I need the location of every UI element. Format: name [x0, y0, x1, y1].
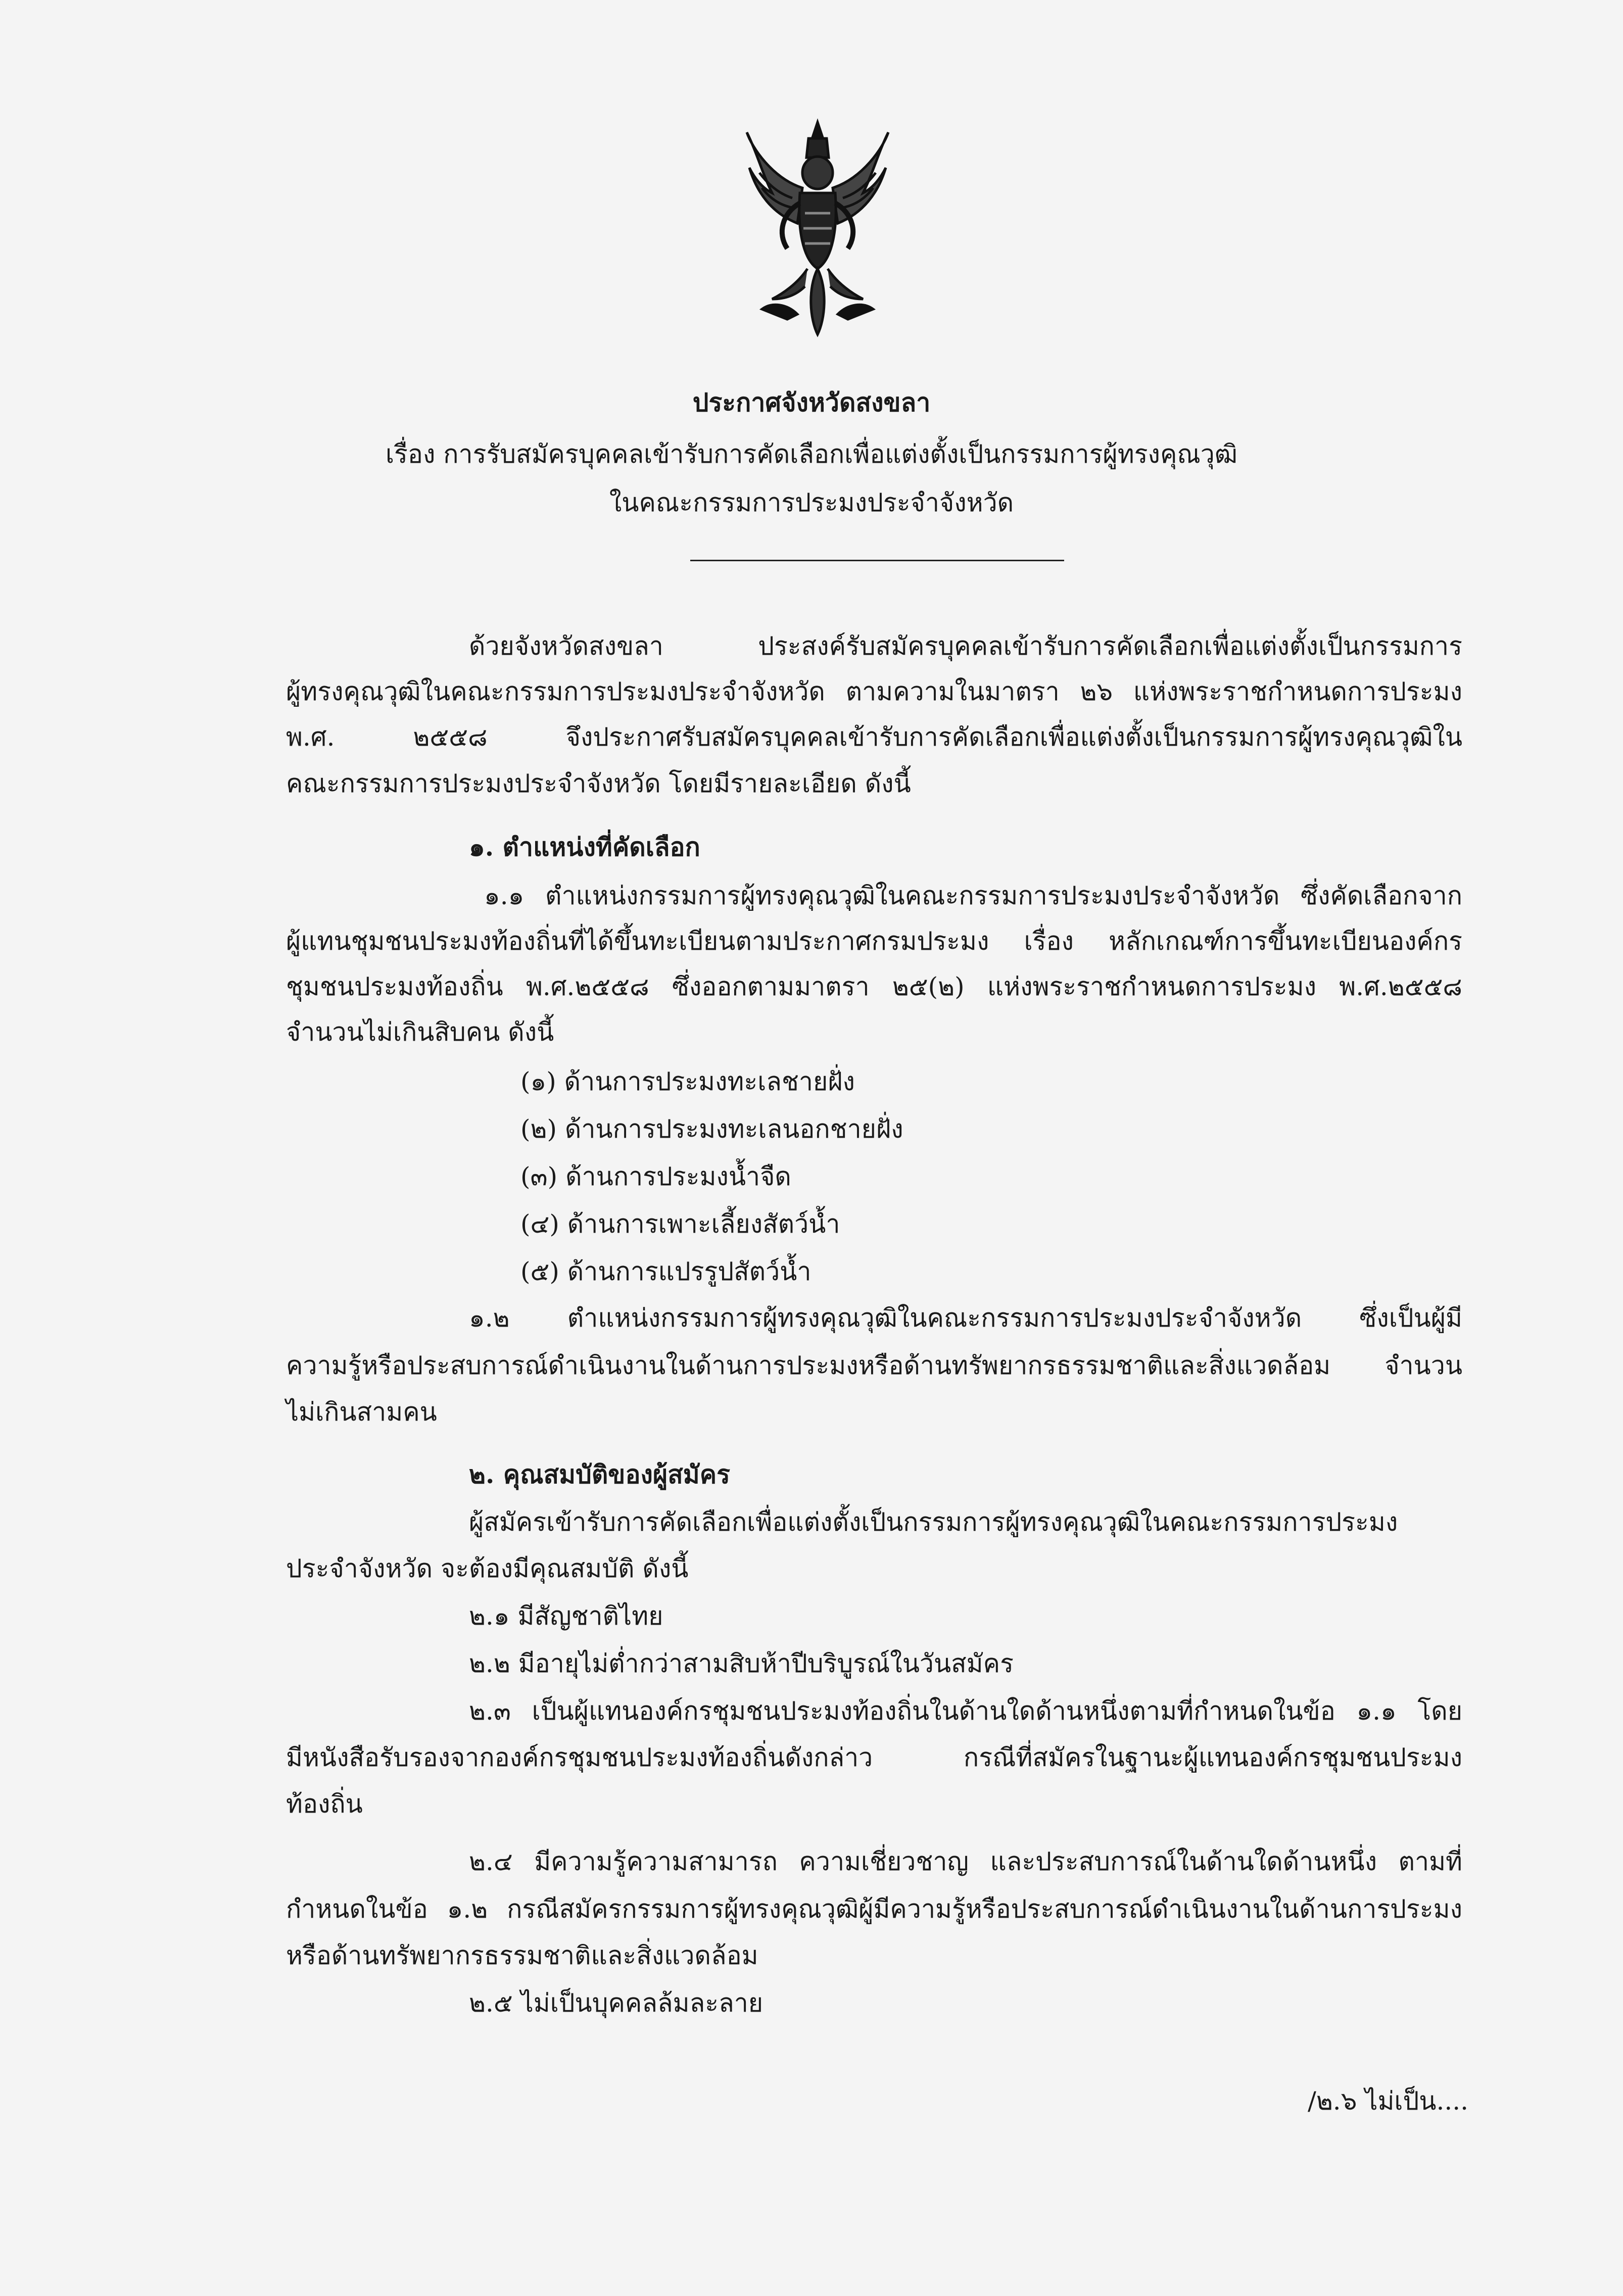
garuda-emblem-icon	[742, 117, 893, 339]
section-1-heading: ๑. ตำแหน่งที่คัดเลือก	[469, 832, 700, 862]
section-1-item-1-line: ชุมชนประมงท้องถิ่น พ.ศ.๒๕๕๘ ซึ่งออกตามมาตรา ๒๕(๒) แห่งพระราชกำหนดการประมง พ.ศ.๒๕๕๘	[286, 972, 1462, 1001]
document-title: ประกาศจังหวัดสงขลา	[692, 387, 931, 417]
section-2-heading: ๒. คุณสมบัติของผู้สมัคร	[469, 1459, 730, 1489]
qualification-2-4-line: ๒.๔ มีความรู้ความสามารถ ความเชี่ยวชาญ และประสบการณ์ในด้านใดด้านหนึ่ง ตามที่	[469, 1847, 1462, 1876]
section-1-item-1-line: จำนวนไม่เกินสิบคน ดังนี้	[286, 1017, 554, 1047]
section-2-intro-line: ประจำจังหวัด จะต้องมีคุณสมบัติ ดังนี้	[286, 1554, 689, 1583]
intro-line: ผู้ทรงคุณวุฒิในคณะกรรมการประมงประจำจังหวัด ตามความในมาตรา ๒๖ แห่งพระราชกำหนดการประมง	[286, 677, 1462, 706]
qualification-2-4-line: หรือด้านทรัพยากรธรรมชาติและสิ่งแวดล้อม	[286, 1941, 758, 1970]
section-1-item-2-line: ไม่เกินสามคน	[286, 1397, 437, 1427]
intro-line: พ.ศ. ๒๕๕๘ จึงประกาศรับสมัครบุคคลเข้ารับการคัดเลือกเพื่อแต่งตั้งเป็นกรรมการผู้ทรงคุณวุฒิใน	[286, 722, 1462, 752]
intro-line: ด้วยจังหวัดสงขลา ประสงค์รับสมัครบุคคลเข้ารับการคัดเลือกเพื่อแต่งตั้งเป็นกรรมการ	[469, 631, 1462, 661]
subject-line-2: ในคณะกรรมการประมงประจำจังหวัด	[609, 488, 1014, 517]
qualification-2-5: ๒.๕ ไม่เป็นบุคคลล้มละลาย	[469, 1988, 763, 2018]
section-1-item-2-line: ความรู้หรือประสบการณ์ดำเนินงานในด้านการประมงหรือด้านทรัพยากรธรรมชาติและสิ่งแวดล้อม จำนวน	[286, 1351, 1462, 1380]
section-1-list-item: (๒) ด้านการประมงทะเลนอกชายฝั่ง	[520, 1114, 903, 1144]
section-1-list-item: (๔) ด้านการเพาะเลี้ยงสัตว์น้ำ	[520, 1209, 840, 1239]
qualification-2-3-line: ท้องถิ่น	[286, 1789, 363, 1819]
qualification-2-1: ๒.๑ มีสัญชาติไทย	[469, 1601, 663, 1631]
section-1-item-2-line: ๑.๒ ตำแหน่งกรรมการผู้ทรงคุณวุฒิในคณะกรรมการประมงประจำจังหวัด ซึ่งเป็นผู้มี	[469, 1303, 1462, 1333]
title-divider	[690, 560, 1064, 561]
continuation-marker: /๒.๖ ไม่เป็น....	[1308, 2086, 1469, 2116]
qualification-2-4-line: กำหนดในข้อ ๑.๒ กรณีสมัครกรรมการผู้ทรงคุณวุฒิผู้มีความรู้หรือประสบการณ์ดำเนินงานในด้านการประมง	[286, 1894, 1462, 1924]
subject-line-1: เรื่อง การรับสมัครบุคคลเข้ารับการคัดเลือกเพื่อแต่งตั้งเป็นกรรมการผู้ทรงคุณวุฒิ	[385, 439, 1238, 469]
section-1-item-1-line: ผู้แทนชุมชนประมงท้องถิ่นที่ได้ขึ้นทะเบียนตามประกาศกรมประมง เรื่อง หลักเกณฑ์การขึ้นทะเบียนองค์กร	[286, 926, 1462, 956]
section-1-item-1-line: ๑.๑ ตำแหน่งกรรมการผู้ทรงคุณวุฒิในคณะกรรมการประมงประจำจังหวัด ซึ่งคัดเลือกจาก	[484, 881, 1462, 910]
intro-line: คณะกรรมการประมงประจำจังหวัด โดยมีรายละเอียด ดังนี้	[286, 769, 911, 798]
section-1-list-item: (๓) ด้านการประมงน้ำจืด	[520, 1162, 791, 1191]
qualification-2-2: ๒.๒ มีอายุไม่ต่ำกว่าสามสิบห้าปีบริบูรณ์ในวันสมัคร	[469, 1649, 1014, 1678]
section-2-intro-line: ผู้สมัครเข้ารับการคัดเลือกเพื่อแต่งตั้งเป็นกรรมการผู้ทรงคุณวุฒิในคณะกรรมการประมง	[469, 1507, 1398, 1537]
section-1-list-item: (๑) ด้านการประมงทะเลชายฝั่ง	[520, 1067, 855, 1096]
section-1-list-item: (๕) ด้านการแปรรูปสัตว์น้ำ	[520, 1257, 812, 1286]
qualification-2-3-line: ๒.๓ เป็นผู้แทนองค์กรชุมชนประมงท้องถิ่นในด้านใดด้านหนึ่งตามที่กำหนดในข้อ ๑.๑ โดย	[469, 1696, 1462, 1726]
qualification-2-3-line: มีหนังสือรับรองจากองค์กรชุมชนประมงท้องถิ่นดังกล่าว กรณีที่สมัครในฐานะผู้แทนองค์กรชุมชนประมง	[286, 1743, 1462, 1772]
